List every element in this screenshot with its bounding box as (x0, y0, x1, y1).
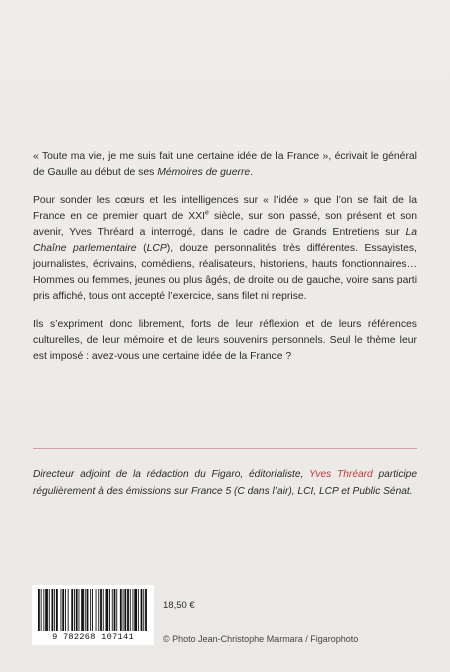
barcode-bar (103, 589, 104, 631)
barcode-bar (71, 589, 73, 631)
p2-text-b: siècle, sur son passé, son présent et son avenir, Yves Thréard a interrogé, dans le cadre de Grands Entretiens sur (33, 211, 417, 238)
blurb-paragraph-3: Ils s’expriment donc librement, forts de leur réflexion et de leurs références culturelles, de leur mémoire et de leurs souvenirs personnels. Seul le thème leur est imposé : avez-vous une certaine idée de la France ? (33, 319, 417, 362)
barcode-bar (138, 589, 139, 631)
barcode-bar (141, 589, 143, 631)
barcode-bar (41, 589, 42, 631)
isbn-number: 9 782268 107141 (52, 632, 134, 642)
barcode-bar (145, 589, 147, 631)
barcode-bar (96, 589, 97, 631)
barcode-bar (52, 589, 54, 631)
barcode-bar (127, 589, 129, 631)
barcode-bar (54, 589, 55, 631)
author-bio (33, 466, 417, 500)
barcode-bar (143, 589, 144, 631)
barcode-bar (61, 589, 62, 631)
barcode-bar (62, 589, 64, 631)
barcode-bar (98, 589, 99, 631)
p2-channel-abbr: LCP (146, 243, 167, 254)
barcode-bar (87, 589, 89, 631)
barcode-bar (85, 589, 86, 631)
blurb-paragraph-2 (33, 193, 417, 305)
author-name: Yves Thréard (308, 469, 373, 480)
barcode-bar (81, 589, 84, 631)
barcode-bar (124, 589, 126, 631)
barcode-bar (120, 589, 122, 631)
blurb-paragraph-1 (33, 149, 417, 181)
barcode-bar (114, 589, 116, 631)
barcode-bar (49, 589, 50, 631)
price: 18,50 € (163, 600, 195, 611)
photo-credit: © Photo Jean-Christophe Marmara / Figarophoto (163, 634, 359, 644)
barcode (32, 585, 154, 645)
barcode-bar (74, 589, 75, 631)
p1-text: « Toute ma vie, je me suis fait une certaine idée de la France », écrivait le général de Gaulle au début de ses (33, 151, 417, 178)
barcode-bar (43, 589, 44, 631)
barcode-bars (36, 589, 150, 631)
barcode-bar (76, 589, 78, 631)
bio-text-a: Directeur adjoint de la rédaction du Figaro, éditorialiste, (33, 469, 309, 480)
p2-superscript: e (205, 209, 209, 217)
barcode-bar (109, 589, 110, 631)
barcode-bar (112, 589, 113, 631)
barcode-bar (100, 589, 102, 631)
barcode-bar (133, 589, 134, 631)
barcode-bar (65, 589, 66, 631)
barcode-bar (106, 589, 109, 631)
barcode-bar (116, 589, 117, 631)
p2-text-f: ), douze personnalités très différentes. Essayistes, journalistes, écrivains, comédiens, réalisateurs, historiens, hauts fonctionnaires… Hommes ou femmes, jeunes ou plus âgés, de droite ou de gauche, voire sans parti pris affiché, tous ont accepté l’exercice, sans filet ni reprise. (33, 243, 417, 302)
barcode-bar (79, 589, 80, 631)
p1-end: . (250, 167, 254, 178)
bio-text-d: ), LCI, LCP et Public Sénat. (288, 486, 413, 497)
barcode-bar (45, 589, 48, 631)
p2-channel-name: La Chaîne parlementaire (33, 227, 417, 254)
p2-text-a: Pour sonder les cœurs et les intelligences sur « l’idée » que l’on se fait de la France en ce premier quart de XXI (33, 195, 417, 222)
barcode-bar (123, 589, 124, 631)
barcode-bar (56, 589, 58, 631)
barcode-bar (68, 589, 69, 631)
barcode-bar (134, 589, 137, 631)
blurb (33, 149, 417, 377)
barcode-bar (92, 589, 93, 631)
barcode-bar (38, 589, 40, 631)
barcode-bar (130, 589, 131, 631)
bio-show-name: C dans l’air (237, 486, 289, 497)
bio-text-b: participe régulièrement à des émissions sur France 5 ( (33, 469, 418, 497)
p1-book-title: Mémoires de guerre (157, 167, 251, 178)
barcode-bar (90, 589, 91, 631)
section-divider (33, 448, 417, 449)
p2-paren-open: ( (136, 243, 147, 254)
